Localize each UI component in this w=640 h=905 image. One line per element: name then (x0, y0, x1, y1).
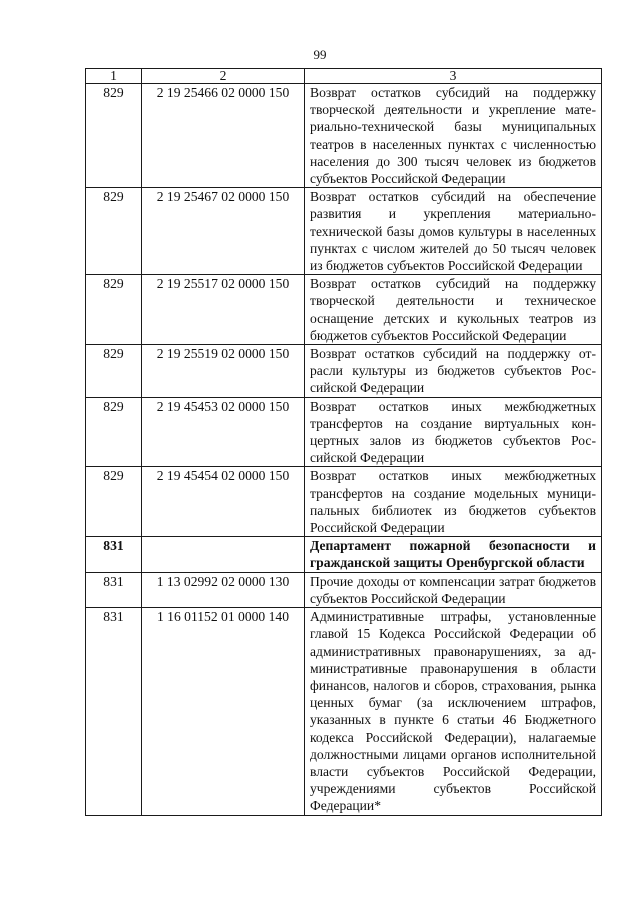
admin-code-cell: 831 (86, 537, 142, 572)
header-col-3: 3 (305, 69, 602, 84)
department-name-cell: Департамент пожарной безопасности и гражданской защиты Оренбургской области (305, 537, 602, 572)
table-row (86, 345, 602, 398)
income-code-cell: 2 19 25519 02 0000 150 (142, 345, 305, 398)
income-code-cell (142, 537, 305, 572)
description-cell: Прочие доходы от компенсации затрат бюджетов субъектов Российской Федерации (305, 572, 602, 607)
table-row (86, 275, 602, 345)
admin-code-cell: 829 (86, 467, 142, 537)
table-row (86, 608, 602, 815)
income-code-cell: 2 19 25466 02 0000 150 (142, 84, 305, 188)
admin-code-cell: 829 (86, 188, 142, 275)
table-row (86, 397, 602, 467)
table-row (86, 572, 602, 607)
header-col-1: 1 (86, 69, 142, 84)
admin-code-cell: 829 (86, 345, 142, 398)
admin-code-cell: 829 (86, 84, 142, 188)
admin-code-cell: 831 (86, 572, 142, 607)
table-row (86, 84, 602, 188)
description-cell: Возврат остатков субсидий на поддержку творческой деятельности и укрепление материально-технической базы муниципальных театров в населенных пунктах с численностью населения до 300 тысяч человек из бюджетов субъектов Российской Федерации (305, 84, 602, 188)
admin-code-cell: 829 (86, 397, 142, 467)
table-row (86, 467, 602, 537)
description-cell: Возврат остатков иных межбюджетных трансфертов на создание виртуальных концертных залов из бюджетов субъектов Российской Федерации (305, 397, 602, 467)
table-row-department (86, 537, 602, 572)
admin-code-cell: 831 (86, 608, 142, 815)
description-cell: Возврат остатков иных межбюджетных трансфертов на создание модельных муниципальных библиотек из бюджетов субъектов Российской Федерации (305, 467, 602, 537)
description-cell: Административные штрафы, установленные главой 15 Кодекса Российской Федерации об административных правонарушениях, за административные правонарушения в области финансов, налогов и сборов, страхования, рынка ценных бумаг (за исключением штрафов, указанных в пункте 6 статьи 46 Бюджетного кодекса Российской Федерации), налагаемые должностными лицами органов исполнительной власти субъектов Российской Федерации, учреждениями субъектов Российской Федерации* (305, 608, 602, 815)
income-code-cell: 2 19 45453 02 0000 150 (142, 397, 305, 467)
budget-codes-table (85, 68, 602, 816)
page-number: 99 (313, 47, 327, 62)
income-code-cell: 2 19 45454 02 0000 150 (142, 467, 305, 537)
description-cell: Возврат остатков субсидий на обеспечение развития и укрепления материально-технической базы домов культуры в населенных пунктах с числом жителей до 50 тысяч человек из бюджетов субъектов Российской Федерации (305, 188, 602, 275)
description-cell: Возврат остатков субсидий на поддержку творческой деятельности и техническое оснащение детских и кукольных театров из бюджетов субъектов Российской Федерации (305, 275, 602, 345)
admin-code-cell: 829 (86, 275, 142, 345)
header-col-2: 2 (142, 69, 305, 84)
table-header-row (86, 69, 602, 84)
description-cell: Возврат остатков субсидий на поддержку отрасли культуры из бюджетов субъектов Российской Федерации (305, 345, 602, 398)
income-code-cell: 1 13 02992 02 0000 130 (142, 572, 305, 607)
income-code-cell: 1 16 01152 01 0000 140 (142, 608, 305, 815)
income-code-cell: 2 19 25467 02 0000 150 (142, 188, 305, 275)
income-code-cell: 2 19 25517 02 0000 150 (142, 275, 305, 345)
table-row (86, 188, 602, 275)
